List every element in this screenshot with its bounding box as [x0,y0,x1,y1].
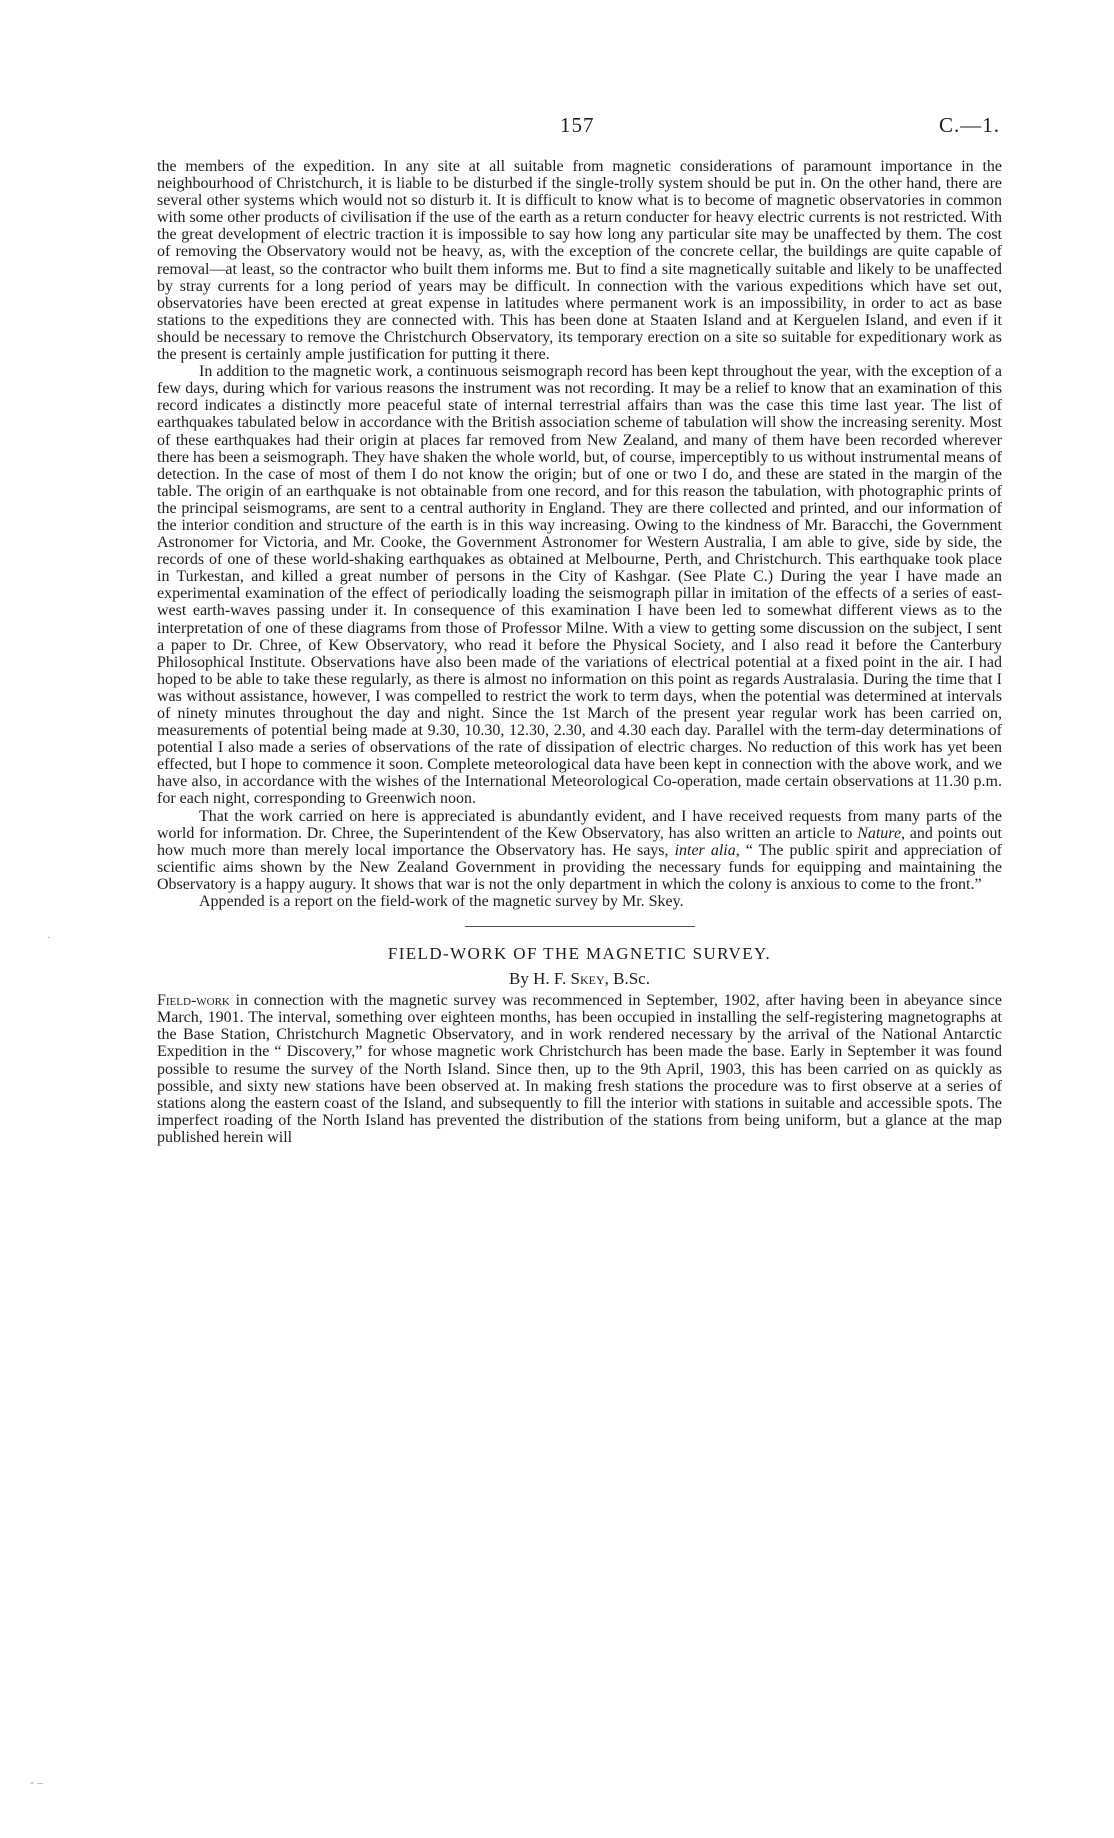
section-divider [465,926,695,927]
paragraph-appreciation [157,808,1002,893]
byline-name: Skey [570,969,605,989]
latin-phrase: inter alia, [674,841,740,859]
byline-suffix: , B.Sc. [604,969,650,989]
paragraph-field-work-body: in connection with the magnetic survey was recommenced in September, 1902, after having been in abeyance since March, 1901. The interval, something over eighteen months, has been occupied in installing the self-registering magnetographs at the Base Station, Christchurch Magnetic Observatory, and in work rendered necessary by the arrival of the National Antarctic Expedition in the “ Discovery,” for whose magnetic work Christchurch has been made the base. Early in September it was found possible to resume the survey of the North Island. Since then, up to the 9th April, 1903, this has been carried on as quickly as possible, and sixty new stations have been observed at. In making fresh stations the procedure was to first observe at a series of stations along the eastern coast of the Island, and subsequently to fill the interior with stations in suitable and accessible spots. The imperfect roading of the North Island has prevented the distribution of the stations from being uniform, but a glance at the map published herein will [157,992,1002,1146]
body-text [157,158,1002,1146]
paragraph-appreciation-part-2: and points out how much more than merely local importance the Observatory has. He says, [157,824,1002,859]
paragraph-seismograph: In addition to the magnetic work, a continuous seismograph record has been kept throughout the year, with the exception of a few days, during which for various reasons the instrument was not recording. It may be a relief to know that an examination of this record indicates a distinctly more peaceful state of internal terrestrial affairs than was the case this time last year. The list of earthquakes tabulated below in accordance with the British association scheme of tabulation will show the increasing serenity. Most of these earthquakes had their origin at places far removed from New Zealand, and many of them have been recorded wherever there has been a seismograph. They have shaken the whole world, but, of course, imperceptibly to us without instrumental means of detection. In the case of most of them I do not know the origin; but of one or two I do, and these are stated in the margin of the table. The origin of an earthquake is not obtainable from one record, and for this reason the tabulation, with photographic prints of the principal seismograms, are sent to a central authority in England. They are there collected and printed, and our information of the interior condition and structure of the earth is in this way increasing. Owing to the kindness of Mr. Baracchi, the Government Astronomer for Victoria, and Mr. Cooke, the Government Astronomer for Western Australia, I am able to give, side by side, the records of one of these world-shaking earthquakes as obtained at Melbourne, Perth, and Christchurch. This earthquake took place in Turkestan, and killed a great number of persons in the City of Kashgar. (See Plate C.) During the year I have made an experimental examination of the effect of periodically loading the seismograph pillar in imitation of the effects of a series of east-west earth-waves passing under it. In consequence of this examination I have been led to somewhat different views as to the interpretation of one of these diagrams from those of Professor Milne. With a view to getting some discussion on the subject, I sent a paper to Dr. Chree, of Kew Observatory, who read it before the Physical Society, and I also read it before the Canterbury Philosophical Institute. Observations have also been made of the variations of electrical potential at a fixed point in the air. I had hoped to be able to take these regularly, as there is almost no information on this point as regards Australasia. During the time that I was without assistance, however, I was compelled to restrict the work to term days, when the potential was determined at intervals of ninety minutes throughout the day and night. Since the 1st March of the present year regular work has been carried on, measurements of potential being made at 9.30, 10.30, 12.30, 2.30, and 4.30 each day. Parallel with the term-day determinations of potential I also made a series of observations of the rate of dissipation of electric charges. No reduction of this work has yet been effected, but I hope to commence it soon. Complete meteorological data have been kept in connection with the above work, and we have also, in accordance with the wishes of the International Meteorological Co-operation, made certain observations at 11.30 p.m. for each night, corresponding to Greenwich noon. [157,363,1002,808]
page-number: 157 [560,113,595,137]
lead-in-words: Field-work [157,992,230,1010]
paragraph-appreciation-part-1: That the work carried on here is appreciated is abundantly evident, and I have received requests from many parts of the world for information. Dr. Chree, the Superintendent of the Kew Observatory, has also written an article to [157,807,1002,842]
margin-mark: · [47,930,51,944]
paragraph-appreciation-part-3: “ The public spirit and appreciation of scientific aims shown by the New Zealand Government in providing the necessary funds for equipping and maintaining the Observatory is a happy augury. It shows that war is not the only department in which the colony is anxious to come to the front.” [157,841,1002,893]
byline [157,969,1002,989]
page-header [0,113,1114,141]
paper-reference: C.—1. [938,113,1000,137]
section-title: FIELD-WORK OF THE MAGNETIC SURVEY. [387,944,772,964]
journal-name: Nature, [857,824,906,842]
paragraph-appended: Appended is a report on the field-work of the magnetic survey by Mr. Skey. [199,893,684,911]
byline-prefix: By H. F. [509,969,571,989]
paragraph-continuation: the members of the expedition. In any site at all suitable from magnetic considerations of paramount importance in the neighbourhood of Christchurch, it is liable to be disturbed if the single-trolly system should be put in. On the other hand, there are several other systems which would not so disturb it. It is difficult to know what is to become of magnetic observatories in common with some other products of civilisation if the use of the earth as a return conducter for heavy electric currents is not restricted. With the great development of electric traction it is impossible to say how long any particular site may be unaffected by them. The cost of removing the Observatory would not be heavy, as, with the exception of the concrete cellar, the buildings are quite capable of removal—at least, so the contractor who built them informs me. But to find a site magnetically suitable and likely to be unaffected by stray currents for a long period of years may be difficult. In connection with the various expeditions which have set out, observatories have been erected at great expense in latitudes where permanent work is an impossibility, in order to act as base stations to the expeditions they are connected with. This has been done at Staaten Island and at Kerguelen Island, and even if it should be necessary to remove the Christchurch Observatory, its temporary erection on a site so suitable for expeditionary work as the present is certainly ample justification for putting it there. [157,158,1002,364]
paragraph-field-work [157,992,1002,1146]
margin-mark: - – [30,1775,43,1789]
